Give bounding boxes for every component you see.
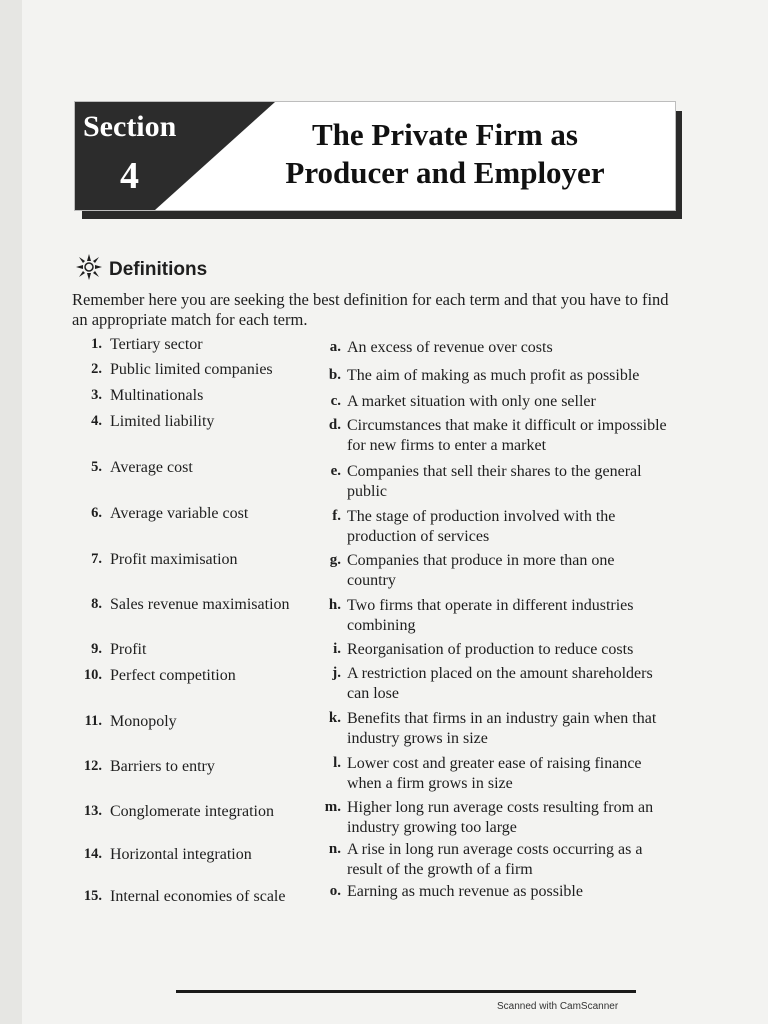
scanner-watermark: Scanned with CamScanner	[497, 1001, 619, 1012]
term	[72, 550, 322, 570]
definition-text: Two firms that operate in different industries combining	[347, 597, 634, 634]
definition-letter: b.	[328, 367, 341, 383]
term-text: Average cost	[110, 459, 193, 476]
definition-letter: a.	[329, 339, 341, 355]
definition-text: Earning as much revenue as possible	[347, 883, 583, 900]
gear-burst-icon	[74, 252, 104, 287]
term-text: Multinationals	[110, 387, 204, 404]
term	[72, 845, 322, 865]
term	[72, 712, 322, 732]
term-text: Barriers to entry	[110, 758, 215, 775]
definition	[317, 596, 672, 635]
title-line-2: Producer and Employer	[285, 155, 605, 190]
definition-text: The stage of production involved with the production of services	[347, 508, 616, 545]
term	[72, 412, 322, 432]
definition-letter: h.	[328, 597, 341, 613]
definition-text: Circumstances that make it difficult or impossible for new firms to enter a market	[347, 417, 667, 454]
definition-letter: i.	[333, 641, 341, 657]
definition-letter: j.	[332, 665, 341, 681]
definition-text: Companies that produce in more than one country	[347, 552, 615, 589]
term-number: 3.	[91, 387, 102, 403]
term-text: Tertiary sector	[110, 336, 203, 353]
term-number: 11.	[84, 713, 102, 729]
term	[72, 595, 322, 615]
definition-letter: m.	[324, 799, 341, 815]
definition	[317, 392, 672, 412]
page-edge-shadow	[0, 0, 22, 1024]
term	[72, 335, 322, 355]
definition-text: Lower cost and greater ease of raising finance when a firm grows in size	[347, 755, 642, 792]
term-number: 6.	[91, 505, 102, 521]
term-text: Profit maximisation	[110, 551, 238, 568]
definition	[317, 551, 672, 590]
definition-letter: e.	[330, 463, 341, 479]
definition	[317, 640, 672, 660]
banner-box	[74, 101, 676, 211]
term-text: Horizontal integration	[110, 846, 252, 863]
term-number: 13.	[83, 803, 102, 819]
term-number: 7.	[91, 551, 102, 567]
term	[72, 887, 322, 907]
term	[72, 386, 322, 406]
definition-letter: f.	[332, 508, 341, 524]
term-number: 9.	[91, 641, 102, 657]
term-number: 12.	[83, 758, 102, 774]
term-number: 2.	[91, 361, 102, 377]
term-number: 14.	[83, 846, 102, 862]
term	[72, 360, 322, 380]
term-text: Perfect competition	[110, 667, 236, 684]
page-title	[225, 116, 665, 192]
term-number: 4.	[91, 413, 102, 429]
definition-text: A market situation with only one seller	[347, 393, 596, 410]
definition	[317, 416, 672, 455]
term-text: Sales revenue maximisation	[110, 596, 290, 613]
term-text: Monopoly	[110, 713, 177, 730]
definition-letter: l.	[333, 755, 341, 771]
term-number: 10.	[83, 667, 102, 683]
term	[72, 757, 322, 777]
definitions-heading	[74, 252, 207, 287]
definition	[317, 366, 672, 386]
term-text: Limited liability	[110, 413, 215, 430]
definition	[317, 798, 672, 837]
term	[72, 458, 322, 478]
term-text: Average variable cost	[110, 505, 249, 522]
definition-text: An excess of revenue over costs	[347, 339, 553, 356]
definition	[317, 338, 672, 358]
term	[72, 666, 322, 686]
section-label: Section	[83, 110, 177, 143]
definition-letter: c.	[330, 393, 341, 409]
definition	[317, 507, 672, 546]
definition	[317, 840, 672, 879]
definition-text: Reorganisation of production to reduce costs	[347, 641, 634, 658]
term	[72, 504, 322, 524]
definition	[317, 882, 672, 902]
term-number: 5.	[91, 459, 102, 475]
definition-letter: o.	[329, 883, 341, 899]
term	[72, 802, 322, 822]
definition	[317, 462, 672, 501]
definition-letter: g.	[329, 552, 341, 568]
term-text: Profit	[110, 641, 147, 658]
definition-text: Benefits that firms in an industry gain when that industry grows in size	[347, 710, 657, 747]
definition-letter: k.	[328, 710, 341, 726]
definition-text: A restriction placed on the amount shareholders can lose	[347, 665, 653, 702]
definition-text: The aim of making as much profit as possible	[347, 367, 640, 384]
intro-text: Remember here you are seeking the best definition for each term and that you have to find an appropriate match for each term.	[72, 290, 669, 329]
section-banner	[74, 101, 680, 221]
definition-text: A rise in long run average costs occurring as a result of the growth of a firm	[347, 841, 643, 878]
term-number: 15.	[83, 888, 102, 904]
title-line-1: The Private Firm as	[311, 117, 578, 152]
bottom-rule	[176, 990, 636, 993]
term	[72, 640, 322, 660]
term-text: Public limited companies	[110, 361, 273, 378]
term-number: 1.	[91, 336, 102, 352]
definition-letter: d.	[328, 417, 341, 433]
definition	[317, 709, 672, 748]
definition-text: Higher long run average costs resulting from an industry growing too large	[347, 799, 654, 836]
term-text: Conglomerate integration	[110, 803, 274, 820]
definition	[317, 664, 672, 703]
term-number: 8.	[91, 596, 102, 612]
definition-text: Companies that sell their shares to the general public	[347, 463, 642, 500]
section-number: 4	[120, 155, 139, 197]
term-text: Internal economies of scale	[110, 888, 286, 905]
definition-letter: n.	[328, 841, 341, 857]
definition	[317, 754, 672, 793]
definitions-title: Definitions	[109, 258, 208, 280]
